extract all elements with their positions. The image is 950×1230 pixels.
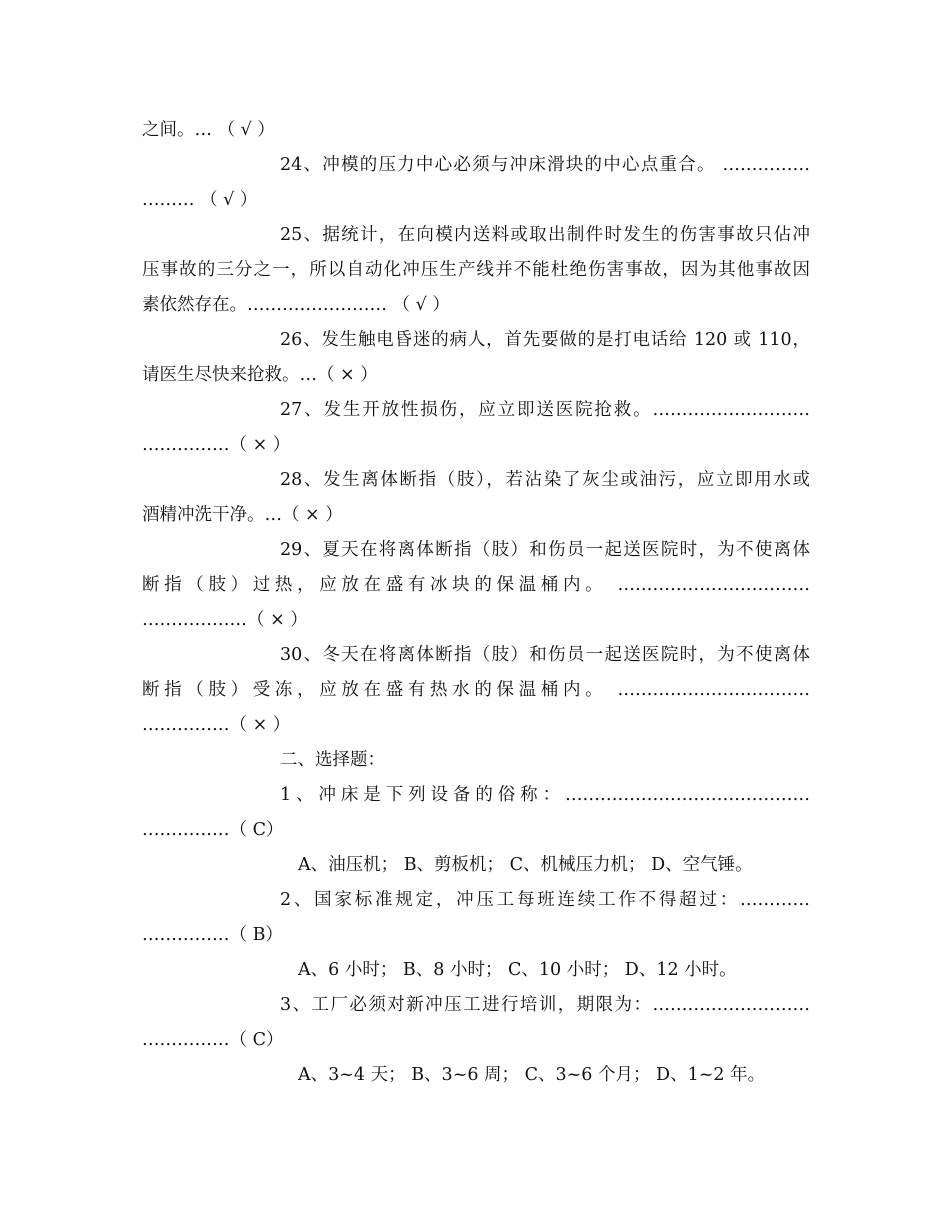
question-28-line-1: 28、发生离体断指（肢），若沾染了灰尘或油污，应立即用水或 <box>280 470 810 490</box>
section-heading: 二、选择题： <box>280 750 385 770</box>
choice-1-line-1: 1、冲床是下列设备的俗称：…………………………………… <box>280 785 810 805</box>
question-25-line-3: 素依然存在。…………………… （ √ ） <box>142 295 450 315</box>
choice-1-options: A、油压机； B、剪板机； C、机械压力机； D、空气锤。 <box>298 855 753 875</box>
choice-3-line-1: 3、工厂必须对新冲压工进行培训，期限为：……………………… <box>280 995 810 1015</box>
question-24-line-2: ……… （ √ ） <box>142 190 258 210</box>
question-25-line-1: 25、据统计，在向模内送料或取出制件时发生的伤害事故只佔冲 <box>280 225 810 245</box>
question-30-line-2: 断指（肢）受冻，应放在盛有热水的保温桶内。 …………………………… <box>142 680 810 700</box>
question-30-line-3: ……………（ × ） <box>142 715 291 735</box>
text-line: 之间。… （ √ ） <box>142 120 275 140</box>
choice-2-options: A、6 小时； B、8 小时； C、10 小时； D、12 小时。 <box>298 960 737 980</box>
choice-3-options: A、3~4 天； B、3~6 周； C、3~6 个月； D、1~2 年。 <box>298 1065 766 1085</box>
question-27-line-1: 27、发生开放性损伤，应立即送医院抢救。……………………… <box>280 400 810 420</box>
question-30-line-1: 30、冬天在将离体断指（肢）和伤员一起送医院时，为不使离体 <box>280 645 810 665</box>
choice-2-line-2: ……………（ B） <box>142 925 283 945</box>
question-26-line-1: 26、发生触电昏迷的病人，首先要做的是打电话给 120 或 110， <box>280 330 810 350</box>
question-29-line-2: 断指（肢）过热，应放在盛有冰块的保温桶内。 …………………………… <box>142 575 810 595</box>
question-24-line-1: 24、冲模的压力中心必须与冲床滑块的中心点重合。 …………… <box>280 155 810 175</box>
question-27-line-2: ……………（ × ） <box>142 435 291 455</box>
question-28-line-2: 酒精冲洗干净。…（ × ） <box>142 505 343 525</box>
question-26-line-2: 请医生尽快来抢救。…（ × ） <box>142 365 378 385</box>
question-29-line-3: ………………（ × ） <box>142 610 308 630</box>
question-29-line-1: 29、夏天在将离体断指（肢）和伤员一起送医院时，为不使离体 <box>280 540 810 560</box>
question-25-line-2: 压事故的三分之一，所以自动化冲压生产线并不能杜绝伤害事故，因为其他事故因 <box>142 260 810 280</box>
choice-1-line-2: ……………（ C） <box>142 820 284 840</box>
choice-2-line-1: 2、国家标准规定，冲压工每班连续工作不得超过：………… <box>280 890 810 910</box>
choice-3-line-2: ……………（ C） <box>142 1030 284 1050</box>
